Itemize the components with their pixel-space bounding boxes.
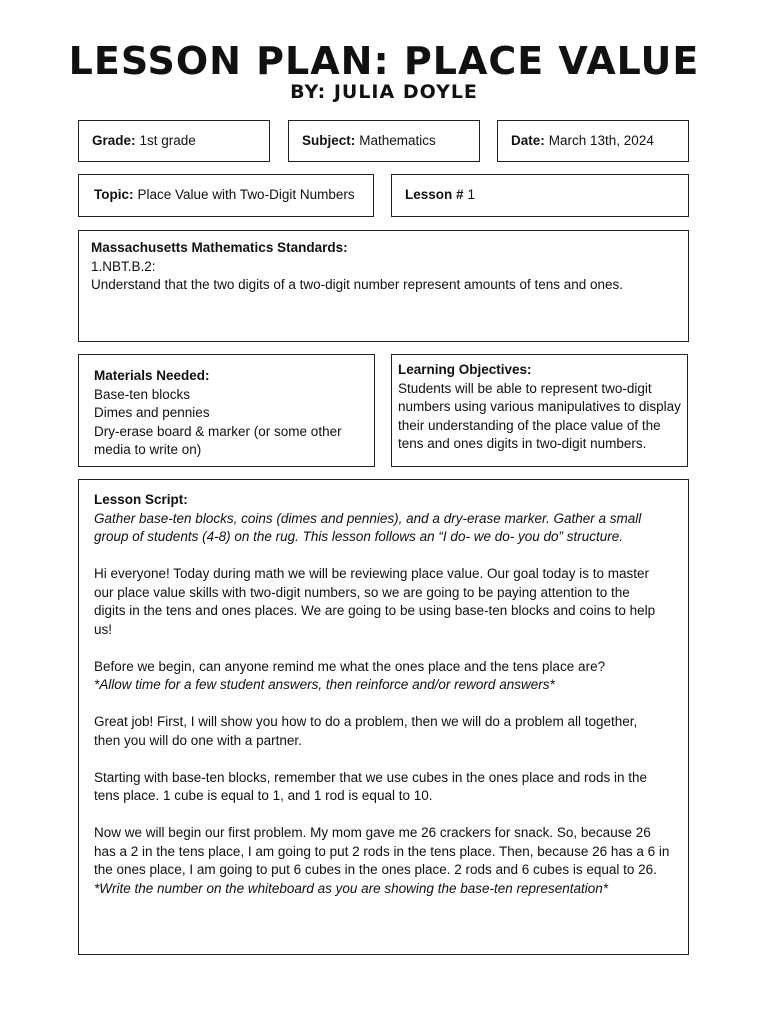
script-paragraph-line: the ones place, I am going to put 6 cubes in the ones place. 2 rods and 6 cubes is equal to 26.	[94, 862, 657, 877]
script-teacher-note: *Write the number on the whiteboard as you are showing the base-ten representation*	[94, 880, 609, 896]
script-teacher-note: *Allow time for a few student answers, then reinforce and/or reword answers*	[94, 677, 555, 692]
date-box	[497, 120, 689, 162]
script-paragraph-line: has a 2 in the tens place, I am going to put 2 rods in the tens place. Then, because 26 has a 6 in	[94, 843, 670, 859]
objectives-line: their understanding of the place value of the	[398, 417, 661, 433]
lesson-number-box	[391, 174, 689, 217]
subject-label: Subject:	[302, 132, 356, 148]
script-paragraph-line: tens place. 1 cube is equal to 1, and 1 rod is equal to 10.	[94, 788, 433, 803]
standards-text: Understand that the two digits of a two-digit number represent amounts of tens and ones.	[91, 277, 624, 292]
materials-label: Materials Needed:	[94, 368, 210, 383]
objectives-line: numbers using various manipulatives to display	[398, 399, 681, 414]
script-paragraph-line: our place value skills with two-digit numbers, so we are going to be paying attention to the	[94, 584, 630, 600]
grade-box	[78, 120, 270, 162]
date-label: Date:	[511, 132, 545, 148]
materials-item: Base-ten blocks	[94, 386, 191, 402]
objectives-line: tens and ones digits in two-digit numbers.	[398, 436, 647, 451]
page-title: LESSON PLAN: PLACE VALUE	[68, 39, 700, 83]
script-paragraph-line: then you will do one with a partner.	[94, 732, 302, 748]
subject-value: Mathematics	[359, 132, 436, 148]
materials-item: media to write on)	[94, 442, 202, 457]
lesson-script-box	[78, 479, 689, 955]
standards-label: Massachusetts Mathematics Standards:	[91, 240, 348, 255]
topic-box	[78, 174, 374, 217]
subject-box	[288, 120, 480, 162]
objectives-line: Students will be able to represent two-digit	[398, 380, 652, 396]
script-paragraph-line: us!	[94, 621, 113, 637]
script-paragraph-line: Hi everyone! Today during math we will be reviewing place value. Our goal today is to master	[94, 566, 650, 581]
objectives-box	[391, 354, 688, 467]
script-intro-line: group of students (4-8) on the rug. This lesson follows an “I do- we do- you do” structure.	[94, 529, 624, 544]
date-value: March 13th, 2024	[548, 132, 654, 148]
topic-value: Place Value with Two-Digit Numbers	[137, 187, 355, 203]
script-paragraph-line: digits in the tens and ones places. We are going to be using base-ten blocks and coins to help	[94, 603, 656, 618]
script-paragraph-line: Before we begin, can anyone remind me what the ones place and the tens place are?	[94, 658, 606, 674]
materials-item: Dry-erase board & marker (or some other	[94, 423, 342, 439]
materials-box	[78, 354, 375, 467]
author-line: BY: JULIA DOYLE	[290, 81, 478, 103]
script-intro-line: Gather base-ten blocks, coins (dimes and pennies), and a dry-erase marker. Gather a small	[94, 510, 642, 526]
grade-value: 1st grade	[139, 132, 196, 148]
standards-box	[78, 230, 689, 342]
standards-code: 1.NBT.B.2:	[91, 258, 156, 274]
grade-label: Grade:	[92, 132, 136, 148]
script-paragraph-line: Starting with base-ten blocks, remember that we use cubes in the ones place and rods in the	[94, 769, 648, 785]
topic-label: Topic:	[94, 187, 134, 203]
objectives-label: Learning Objectives:	[398, 362, 532, 377]
script-paragraph-line: Great job! First, I will show you how to do a problem, then we will do a problem all together,	[94, 714, 638, 729]
materials-item: Dimes and pennies	[94, 405, 210, 420]
script-paragraph-line: Now we will begin our first problem. My mom gave me 26 crackers for snack. So, because 26	[94, 825, 651, 840]
lesson-number-label: Lesson #	[405, 187, 464, 203]
lesson-script-label: Lesson Script:	[94, 492, 188, 507]
lesson-number-value: 1	[467, 187, 476, 203]
